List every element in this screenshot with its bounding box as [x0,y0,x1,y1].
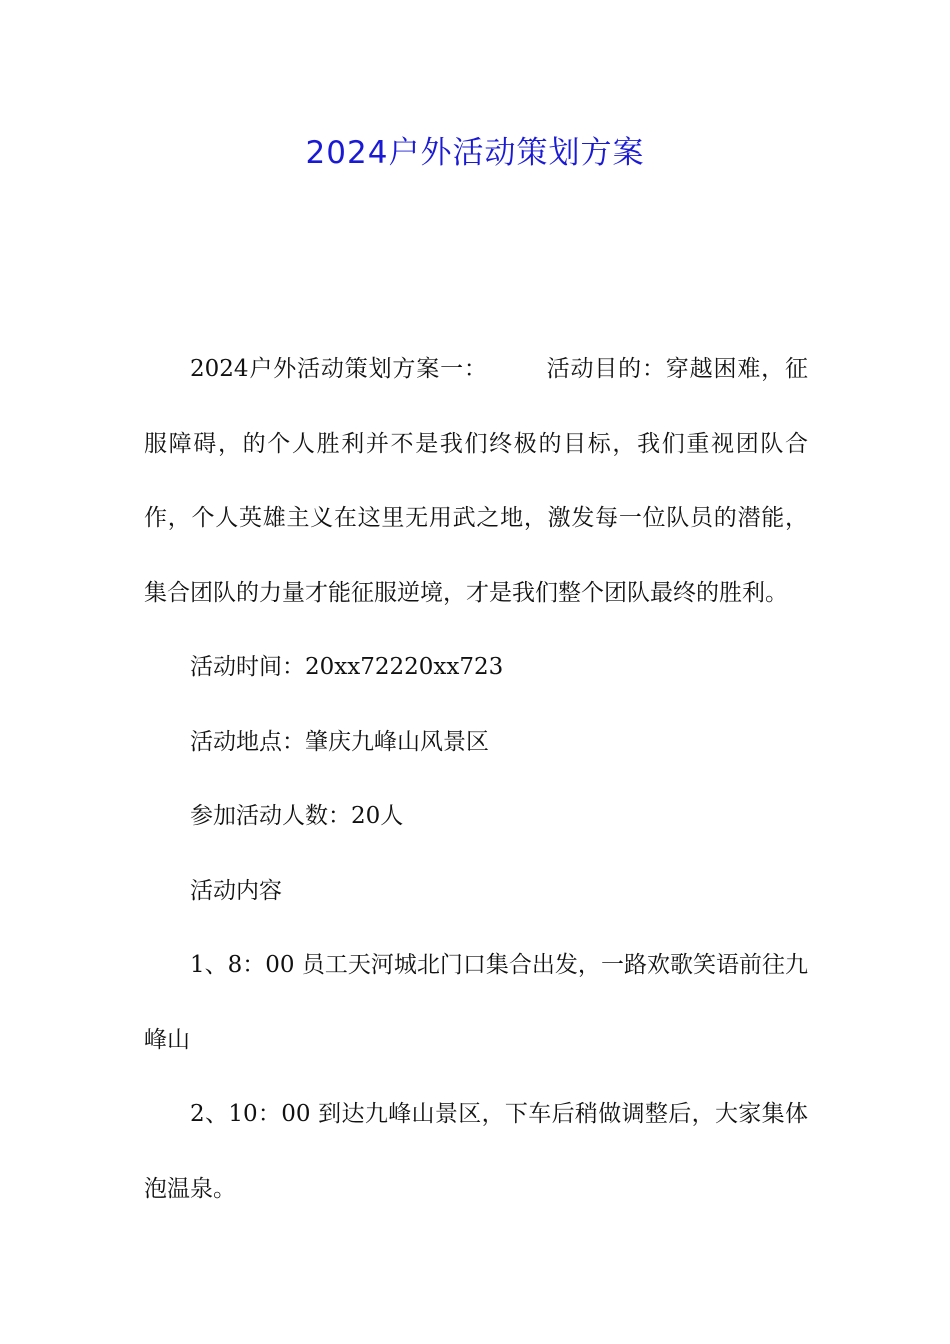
paragraph-item-2: 2、10：00 到达九峰山景区，下车后稍做调整后，大家集体泡温泉。 [144,1101,808,1202]
paragraph-place: 活动地点：肇庆九峰山风景区 [190,728,489,755]
paragraph-lead: 2024户外活动策划方案一： [190,356,488,382]
paragraph-time: 活动时间：20xx72220xx723 [190,654,504,680]
document-body [144,332,808,1226]
paragraph-item-1: 1、8：00 员工天河城北门口集合出发，一路欢歌笑语前往九峰山 [144,952,808,1053]
paragraph-people: 参加活动人数：20人 [190,803,404,829]
paragraph-content-heading: 活动内容 [190,877,282,904]
paragraph-purpose [144,332,808,630]
document-title: 2024户外活动策划方案 [305,135,645,171]
paragraph-text: 活动目的：穿越困难，征服障碍，的个人胜利并不是我们终极的目标，我们重视团队合作，个人英雄主义在这里无用武之地，激发每一位队员的潜能，集合团队的力量才能征服逆境，才是我们整个团队最终的胜利。 [144,356,808,606]
